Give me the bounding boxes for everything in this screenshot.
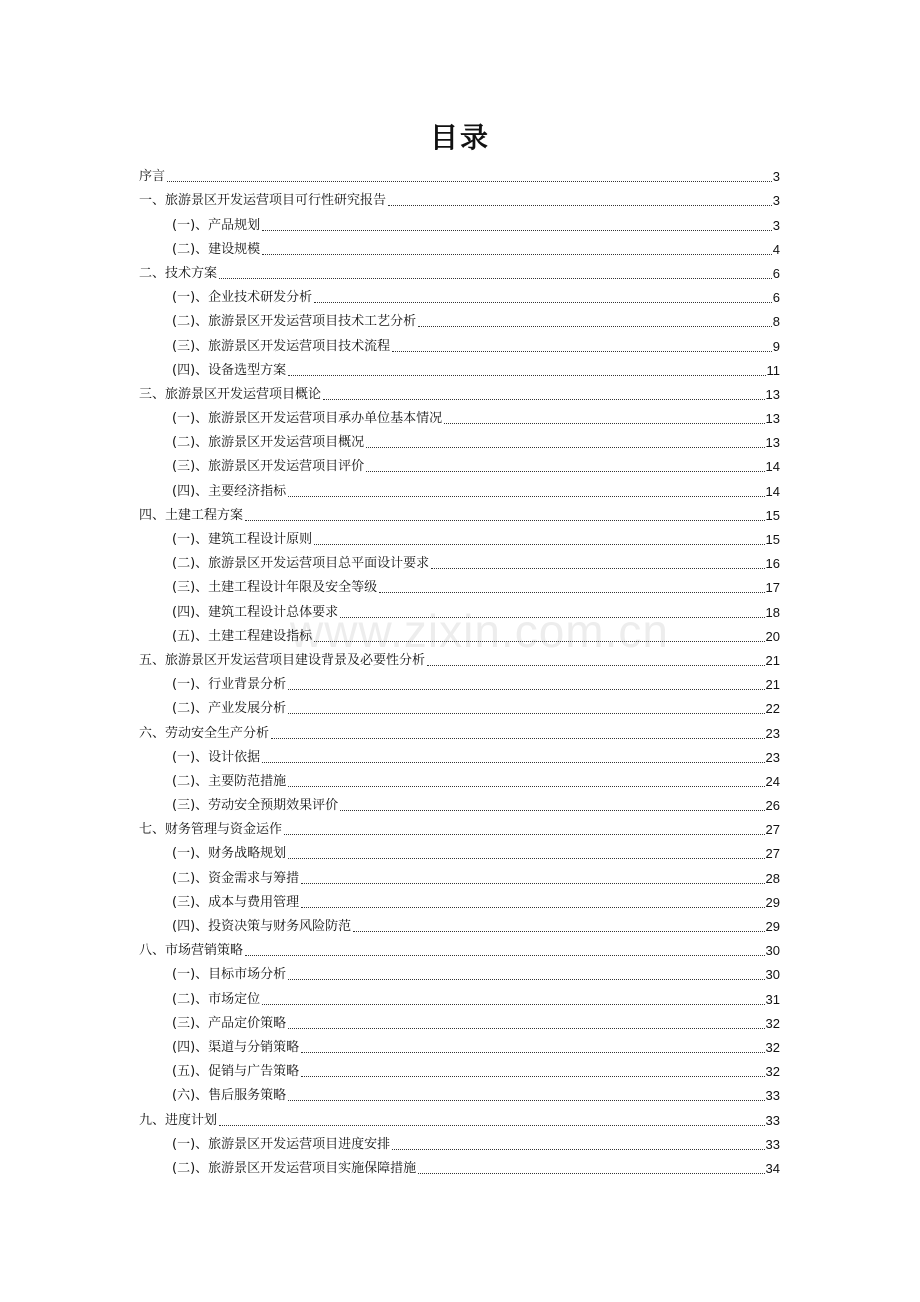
toc-subentry[interactable] [139,234,780,258]
toc-dot-leader [314,641,764,642]
toc-entry-label: 五、旅游景区开发运营项目建设背景及必要性分析 [139,652,426,668]
toc-entry-label: 一、旅游景区开发运营项目可行性研究报告 [139,193,387,209]
toc-dot-leader [301,907,764,908]
toc-subentry[interactable] [139,596,780,620]
toc-entry-label: (三)、产品定价策略 [172,1015,287,1031]
toc-entry-label: (三)、成本与费用管理 [172,894,300,910]
toc-dot-leader [262,230,772,231]
toc-dot-leader [323,399,765,400]
toc-page-number: 33 [765,1112,780,1128]
toc-dot-leader [379,592,764,593]
toc-entry-label: (四)、设备选型方案 [172,362,287,378]
toc-entry-label: (四)、投资决策与财务风险防范 [172,919,352,934]
toc-entry[interactable] [139,379,780,403]
toc-subentry[interactable] [139,959,780,983]
toc-dot-leader [271,738,765,739]
toc-page-number: 27 [765,822,780,838]
toc-entry[interactable] [139,814,780,838]
toc-page-number: 27 [765,846,780,862]
toc-entry-label: 二、技术方案 [139,265,218,281]
toc-subentry[interactable] [139,742,780,766]
toc-page-number: 21 [765,652,780,668]
toc-page-number: 17 [765,580,780,596]
toc-entry-label: (六)、售后服务策略 [172,1088,287,1104]
toc-dot-leader [288,1100,764,1101]
toc-entry-label: (三)、土建工程设计年限及安全等级 [172,580,378,596]
toc-entry-label: (二)、资金需求与筹措 [172,870,300,886]
toc-page-number: 21 [765,677,780,693]
toc-dot-leader [288,689,764,690]
toc-subentry[interactable] [139,693,780,717]
toc-page-number: 28 [765,870,780,886]
page-title: 目录 [429,121,490,154]
toc-subentry[interactable] [139,548,780,572]
toc-entry-label: (一)、行业背景分析 [172,677,287,693]
toc-dot-leader [262,254,772,255]
toc-subentry[interactable] [139,572,780,596]
toc-entry-label: 九、进度计划 [139,1112,218,1128]
toc-dot-leader [366,447,764,448]
toc-page-number: 13 [765,386,780,402]
toc-subentry[interactable] [139,1032,780,1056]
toc-page-number: 9 [772,338,780,354]
toc-entry-label: (三)、旅游景区开发运营项目评价 [172,459,365,475]
toc-subentry[interactable] [139,887,780,911]
toc-dot-leader [340,617,764,618]
toc-entry[interactable] [139,258,780,282]
toc-page-number: 20 [765,628,780,644]
toc-page-number: 24 [765,773,780,789]
toc-dot-leader [288,786,764,787]
toc-subentry[interactable] [139,282,780,306]
toc-entry-label: (一)、企业技术研发分析 [172,290,313,306]
toc-subentry[interactable] [139,330,780,354]
toc-entry-label: (二)、旅游景区开发运营项目技术工艺分析 [172,314,417,330]
toc-dot-leader [288,496,764,497]
table-of-contents [139,161,780,1177]
toc-dot-leader [392,1149,764,1150]
toc-entry[interactable] [139,185,780,209]
toc-entry[interactable] [139,161,780,185]
toc-subentry[interactable] [139,911,780,935]
toc-page-number: 30 [765,943,780,959]
toc-entry-label: (四)、渠道与分销策略 [172,1039,300,1055]
toc-entry-label: (二)、旅游景区开发运营项目总平面设计要求 [172,556,430,572]
toc-dot-leader [418,1173,764,1174]
toc-page-number: 32 [765,1015,780,1031]
toc-entry-label: (一)、设计依据 [172,749,261,765]
toc-subentry[interactable] [139,1080,780,1104]
toc-entry[interactable] [139,935,780,959]
toc-dot-leader [288,979,764,980]
toc-dot-leader [388,205,772,206]
toc-entry-label: (三)、劳动安全预期效果评价 [172,798,339,814]
toc-page-number: 22 [765,701,780,717]
toc-page-number: 34 [765,1160,780,1176]
toc-dot-leader [167,181,772,182]
toc-dot-leader [431,568,764,569]
toc-subentry[interactable] [139,427,780,451]
toc-entry-label: 八、市场营销策略 [139,943,244,959]
toc-entry-label: (一)、旅游景区开发运营项目进度安排 [172,1136,391,1152]
toc-entry-label: 七、财务管理与资金运作 [139,822,283,838]
toc-page-number: 8 [772,314,780,330]
toc-subentry[interactable] [139,1056,780,1080]
toc-entry[interactable] [139,1104,780,1128]
toc-entry-label: (四)、主要经济指标 [172,483,287,499]
toc-dot-leader [262,1004,764,1005]
toc-dot-leader [245,520,765,521]
toc-page-number: 6 [772,265,780,281]
toc-page-number: 23 [765,725,780,741]
toc-dot-leader [301,1052,764,1053]
toc-subentry[interactable] [139,862,780,886]
toc-subentry[interactable] [139,1129,780,1153]
toc-page-number: 32 [765,1064,780,1080]
toc-dot-leader [284,834,765,835]
toc-subentry[interactable] [139,403,780,427]
toc-page-number: 29 [765,919,780,934]
toc-dot-leader [314,544,764,545]
toc-entry-label: (二)、旅游景区开发运营项目实施保障措施 [172,1160,417,1176]
toc-dot-leader [219,1125,765,1126]
toc-page-number: 14 [765,459,780,475]
toc-dot-leader [418,326,772,327]
toc-entry-label: (一)、财务战略规划 [172,846,287,862]
toc-subentry[interactable] [139,621,780,645]
toc-page-number: 29 [765,894,780,910]
toc-page-number: 32 [765,1039,780,1055]
toc-entry-label: 序言 [139,169,166,185]
watermark: www.zixin.com.cn [290,605,669,657]
toc-dot-leader [245,955,765,956]
toc-page-number: 3 [772,217,780,233]
toc-entry-label: 三、旅游景区开发运营项目概论 [139,386,322,402]
toc-page-number: 30 [765,967,780,983]
toc-entry-label: 六、劳动安全生产分析 [139,725,270,741]
toc-page-number: 33 [765,1088,780,1104]
toc-entry-label: (二)、市场定位 [172,991,261,1007]
toc-entry-label: (二)、产业发展分析 [172,701,287,717]
toc-subentry[interactable] [139,983,780,1007]
toc-entry[interactable] [139,645,780,669]
toc-entry[interactable] [139,717,780,741]
toc-dot-leader [366,471,764,472]
toc-dot-leader [262,762,764,763]
toc-subentry[interactable] [139,209,780,233]
toc-page-number: 16 [765,556,780,572]
toc-page-number: 26 [765,798,780,814]
toc-subentry[interactable] [139,669,780,693]
toc-entry-label: (三)、旅游景区开发运营项目技术流程 [172,338,391,354]
toc-dot-leader [288,713,764,714]
toc-page-number: 33 [765,1136,780,1152]
toc-page-number: 15 [765,507,780,523]
toc-dot-leader [288,858,764,859]
toc-dot-leader [301,883,764,884]
toc-dot-leader [301,1076,764,1077]
toc-entry-label: (一)、旅游景区开发运营项目承办单位基本情况 [172,411,443,427]
toc-subentry[interactable] [139,1008,780,1032]
toc-subentry[interactable] [139,766,780,790]
toc-dot-leader [219,278,772,279]
toc-entry-label: (五)、促销与广告策略 [172,1064,300,1080]
toc-entry-label: (五)、土建工程建设指标 [172,628,313,644]
toc-subentry[interactable] [139,475,780,499]
toc-entry[interactable] [139,500,780,524]
toc-dot-leader [340,810,764,811]
toc-entry-label: (二)、旅游景区开发运营项目概况 [172,435,365,451]
toc-page-number: 13 [765,411,780,427]
toc-page-number: 3 [772,193,780,209]
toc-entry-label: (二)、主要防范措施 [172,773,287,789]
toc-page-number: 14 [765,483,780,499]
toc-page-number: 6 [772,290,780,306]
toc-subentry[interactable] [139,524,780,548]
toc-page-number: 4 [772,241,780,257]
toc-page-number: 11 [766,362,780,378]
toc-dot-leader [314,302,772,303]
toc-dot-leader [392,351,772,352]
toc-entry-label: (一)、建筑工程设计原则 [172,532,313,547]
toc-subentry[interactable] [139,306,780,330]
toc-subentry[interactable] [139,1153,780,1177]
toc-page-number: 18 [765,604,780,620]
toc-entry-label: (一)、产品规划 [172,217,261,233]
toc-entry-label: (四)、建筑工程设计总体要求 [172,604,339,620]
toc-dot-leader [288,375,765,376]
toc-dot-leader [353,931,764,932]
toc-dot-leader [288,1028,764,1029]
toc-entry-label: (二)、建设规模 [172,241,261,257]
toc-page-number: 13 [765,435,780,451]
toc-subentry[interactable] [139,838,780,862]
toc-dot-leader [444,423,764,424]
toc-subentry[interactable] [139,790,780,814]
toc-entry-label: 四、土建工程方案 [139,507,244,523]
toc-dot-leader [427,665,765,666]
toc-entry-label: (一)、目标市场分析 [172,967,287,983]
toc-subentry[interactable] [139,355,780,379]
toc-page-number: 23 [765,749,780,765]
toc-page-number: 31 [765,991,780,1007]
toc-page-number: 15 [765,532,780,547]
toc-subentry[interactable] [139,451,780,475]
toc-page-number: 3 [772,169,780,185]
